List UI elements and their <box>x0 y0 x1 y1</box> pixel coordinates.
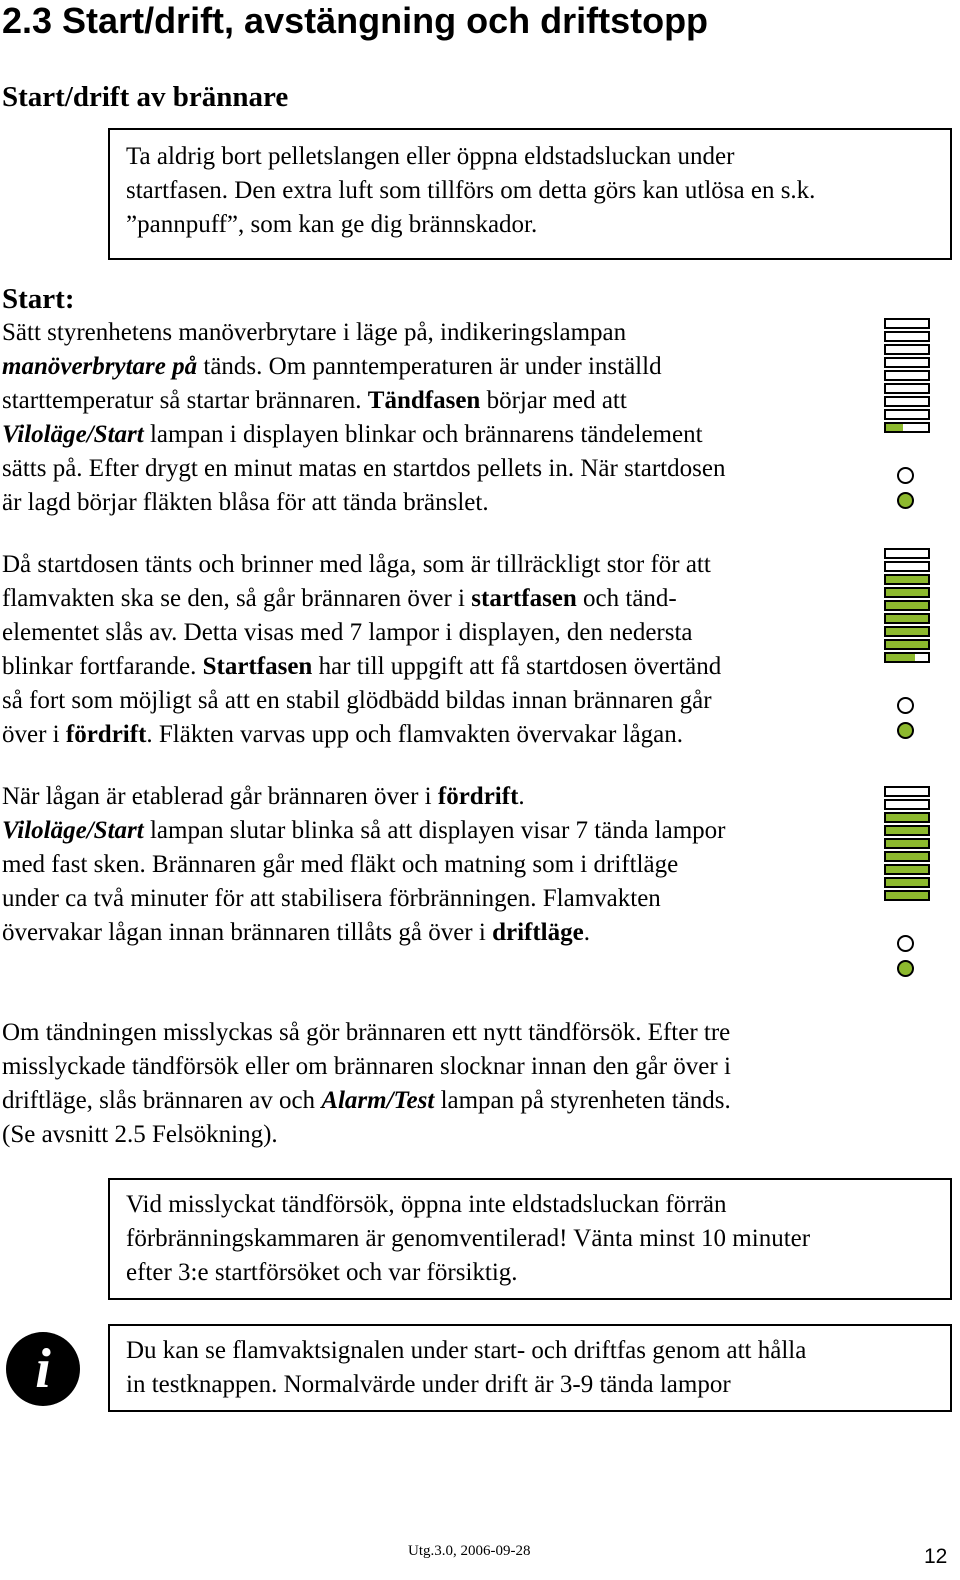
lamp-bar <box>884 409 930 420</box>
lamp-bar <box>884 318 930 329</box>
info-line: in testknappen. Normalvärde under drift är 3-9 tända lampor <box>126 1371 731 1398</box>
warning-line: ”pannpuff”, som kan ge dig brännskador. <box>126 211 538 238</box>
text-line: över i fördrift. Fläkten varvas upp och flamvakten övervakar lågan. <box>2 721 684 748</box>
text-line: är lagd börjar fläkten blåsa för att tända bränslet. <box>2 489 489 516</box>
lamp-bar-lit <box>884 600 930 611</box>
indicator-led-off <box>897 697 914 714</box>
lamp-bar <box>884 344 930 355</box>
warning-line: förbränningskammaren är genomventilerad! Vänta minst 10 minuter <box>126 1225 811 1252</box>
warning-box-pannpuff <box>108 128 952 260</box>
lamp-bar <box>884 799 930 810</box>
lamp-bar-lit <box>884 587 930 598</box>
text-line: misslyckade tändförsök eller om brännaren slocknar innan den går över i <box>2 1053 731 1080</box>
lamp-display-tandfas <box>884 318 934 509</box>
warning-line: startfasen. Den extra luft som tillförs om detta görs kan utlösa en s.k. <box>126 177 816 204</box>
text-line: När lågan är etablerad går brännaren över i fördrift. <box>2 783 525 810</box>
page-number: 12 <box>924 1545 948 1568</box>
text-line: med fast sken. Brännaren går med fläkt och matning som i driftläge <box>2 851 679 878</box>
text-line: under ca två minuter för att stabilisera förbränningen. Flamvakten <box>2 885 661 912</box>
indicator-led-on <box>897 722 914 739</box>
lamp-bar <box>884 561 930 572</box>
lamp-bar-lit <box>884 851 930 862</box>
indicator-led-off <box>897 935 914 952</box>
lamp-bar-lit <box>884 812 930 823</box>
indicator-led-on <box>897 960 914 977</box>
text-line: manöverbrytare på tänds. Om panntemperaturen är under inställd <box>2 353 662 380</box>
lamp-bar-lit <box>884 864 930 875</box>
text-line: elementet slås av. Detta visas med 7 lampor i displayen, den nedersta <box>2 619 693 646</box>
section-heading-start-drift: Start/drift av brännare <box>2 81 289 113</box>
lamp-bar-lit <box>884 877 930 888</box>
indicator-led-off <box>897 467 914 484</box>
paragraph-startfas <box>2 548 872 752</box>
text-line: så fort som möjligt så att en stabil glödbädd bildas innan brännaren går <box>2 687 712 714</box>
lamp-bar-lit <box>884 838 930 849</box>
text-line: driftläge, slås brännaren av och Alarm/Test lampan på styrenheten tänds. <box>2 1087 731 1114</box>
lamp-bar-lit <box>884 890 930 901</box>
warning-line: efter 3:e startförsöket och var försiktig. <box>126 1259 518 1286</box>
lamp-display-startfas <box>884 548 934 739</box>
paragraph-fordrift <box>2 780 872 950</box>
lamp-bar <box>884 786 930 797</box>
text-line: starttemperatur så startar brännaren. Tändfasen börjar med att <box>2 387 627 414</box>
lamp-bar <box>884 331 930 342</box>
lamp-bar <box>884 357 930 368</box>
text-line: Om tändningen misslyckas så gör brännaren ett nytt tändförsök. Efter tre <box>2 1019 731 1046</box>
text-line: blinkar fortfarande. Startfasen har till uppgift att få startdosen övertänd <box>2 653 722 680</box>
lamp-bar-lit <box>884 613 930 624</box>
text-line: flamvakten ska se den, så går brännaren över i startfasen och tänd- <box>2 585 677 612</box>
lamp-bar <box>884 396 930 407</box>
warning-box-misslyckat-tandforsok <box>108 1178 952 1300</box>
text-line: (Se avsnitt 2.5 Felsökning). <box>2 1121 278 1148</box>
text-line: Då startdosen tänts och brinner med låga, som är tillräckligt stor för att <box>2 551 711 578</box>
footer-version: Utg.3.0, 2006-09-28 <box>408 1543 531 1559</box>
paragraph-start <box>2 316 872 520</box>
lamp-bar-lit <box>884 639 930 650</box>
info-box-flamvakt <box>108 1324 952 1412</box>
text-line: Viloläge/Start lampan slutar blinka så att displayen visar 7 tända lampor <box>2 817 726 844</box>
lamp-bar <box>884 370 930 381</box>
text-line: övervakar lågan innan brännaren tillåts gå över i driftläge. <box>2 919 590 946</box>
lamp-bar-lit <box>884 626 930 637</box>
lamp-bar <box>884 383 930 394</box>
lamp-bar <box>884 548 930 559</box>
text-line: Sätt styrenhetens manöverbrytare i läge på, indikeringslampan <box>2 319 627 346</box>
warning-line: Ta aldrig bort pelletslangen eller öppna eldstadsluckan under <box>126 143 735 170</box>
lamp-bar-blinking <box>884 422 930 433</box>
warning-line: Vid misslyckat tändförsök, öppna inte eldstadsluckan förrän <box>126 1191 727 1218</box>
lamp-bar-blinking <box>884 652 930 663</box>
info-icon: i <box>6 1332 80 1406</box>
lamp-bar-lit <box>884 825 930 836</box>
paragraph-misslyckad-tandning <box>2 1016 902 1152</box>
lamp-display-fordrift <box>884 786 934 977</box>
info-line: Du kan se flamvaktsignalen under start- och driftfas genom att hålla <box>126 1337 807 1364</box>
page-title: 2.3 Start/drift, avstängning och driftstopp <box>2 0 709 41</box>
lamp-bar-lit <box>884 574 930 585</box>
text-line: sätts på. Efter drygt en minut matas en startdos pellets in. När startdosen <box>2 455 726 482</box>
text-line: Viloläge/Start lampan i displayen blinkar och brännarens tändelement <box>2 421 703 448</box>
section-heading-start: Start: <box>2 283 75 315</box>
indicator-led-on <box>897 492 914 509</box>
